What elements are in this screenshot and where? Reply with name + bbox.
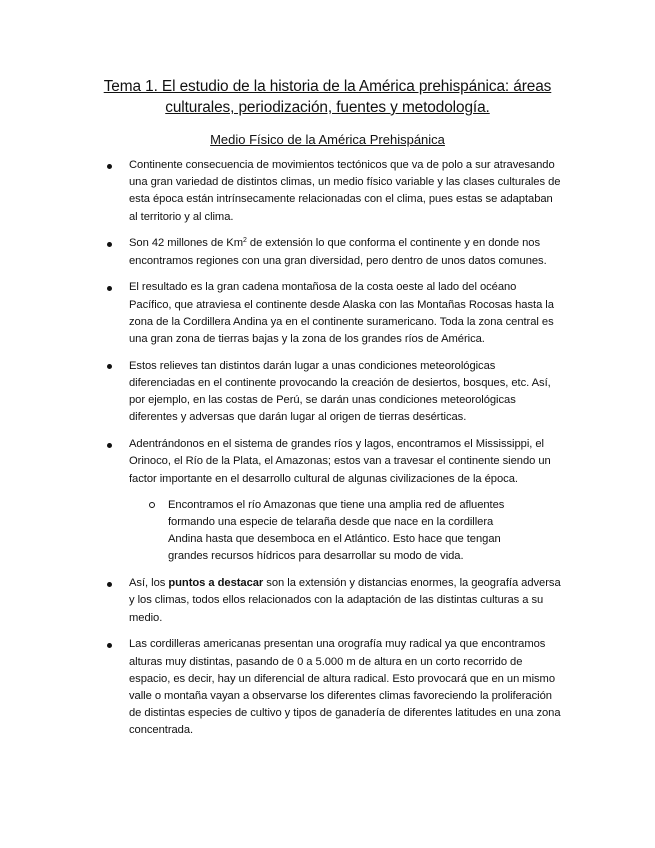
bullet-text-part: Son 42 millones de Km (129, 237, 243, 250)
sub-bullet-item (129, 497, 528, 566)
bullet-text-part: son la extensión y distancias enormes, la geografía adversa y los climas, todos ellos relacionados con la adaptación de las distintas culturas a su medio. (129, 577, 561, 624)
bullet-item-5 (0, 436, 561, 565)
page-title: Tema 1. El estudio de la historia de la América prehispánica: áreas culturales, periodización, fuentes y metodología. (103, 78, 552, 116)
section-heading: Medio Físico de la América Prehispánica (210, 132, 445, 147)
bullet-dot-icon (107, 286, 112, 291)
bullet-text-part: de extensión lo que conforma el continente y en donde nos encontramos regiones con una gran diversidad, pero dentro de unos datos comunes. (129, 237, 547, 267)
bullet-dot-icon (107, 643, 112, 648)
bullet-text: Adentrándonos en el sistema de grandes ríos y lagos, encontramos el Mississippi, el Orinoco, el Río de la Plata, el Amazonas; estos van a travesar el continente siendo un factor importante en el desarrollo cultural de algunas civilizaciones de la época. (129, 438, 551, 485)
bullet-item-7 (0, 636, 561, 739)
bullet-text: Continente consecuencia de movimientos tectónicos que va de polo a sur atravesando una gran variedad de distintos climas, un medio físico variable y las clases culturales de esta época están intrínsecamente relacionadas con el clima, pues estas se adaptaban al territorio y al clima. (129, 159, 561, 223)
bullet-dot-icon (107, 443, 112, 448)
bullet-dot-icon (107, 164, 112, 169)
bullet-item-2 (0, 235, 561, 269)
bullet-item-6 (0, 575, 561, 627)
bullet-text: Estos relieves tan distintos darán lugar a unas condiciones meteorológicas diferenciadas en el continente provocando la creación de desiertos, bosques, etc. Así, por ejemplo, en las costas de Perú, se darán unas condiciones meteorológicas diferentes y adversas que darán lugar al origen de tierras desérticas. (129, 359, 551, 424)
bold-text: puntos a destacar (168, 577, 264, 590)
bullet-text: El resultado es la gran cadena montañosa de la costa oeste al lado del océano Pacífico, que atraviesa el continente desde Alaska con las Montañas Rocosas hasta la zona de la Cordillera Andina ya en el continente suramericano. Toda la zona central es una gran zona de tierras bajas y la zona de los grandes ríos de América. (129, 281, 554, 346)
superscript: 2 (243, 237, 247, 245)
bullet-item-4 (0, 358, 561, 427)
bullet-dot-icon (107, 242, 112, 247)
sub-bullet-text: Encontramos el río Amazonas que tiene una amplia red de afluentes formando una especie de telaraña desde que nace en la cordillera Andina hasta que desemboca en el Atlántico. Esto hace que tengan grandes recursos hídricos para desarrollar su modo de vida. (168, 498, 505, 563)
bullet-list (0, 157, 655, 749)
bullet-item-3 (0, 279, 561, 348)
bullet-dot-icon (107, 364, 112, 369)
bullet-dot-icon (107, 582, 112, 587)
bullet-text: Las cordilleras americanas presentan una orografía muy radical ya que encontramos alturas muy distintas, pasando de 0 a 5.000 m de altura en un corto recorrido de espacio, es decir, hay un diferencial de altura radical. Esto provocará que en un mismo valle o montaña vayan a observarse los diferentes climas favoreciendo la proliferación de distintas especies de cultivo y tipos de ganadería de diferentes latitudes en una zona concentrada. (129, 638, 561, 737)
circle-bullet-icon (149, 502, 155, 508)
bullet-text-part: Así, los (129, 577, 169, 590)
bullet-item-1 (0, 157, 561, 226)
sub-bullet-list (129, 497, 561, 566)
